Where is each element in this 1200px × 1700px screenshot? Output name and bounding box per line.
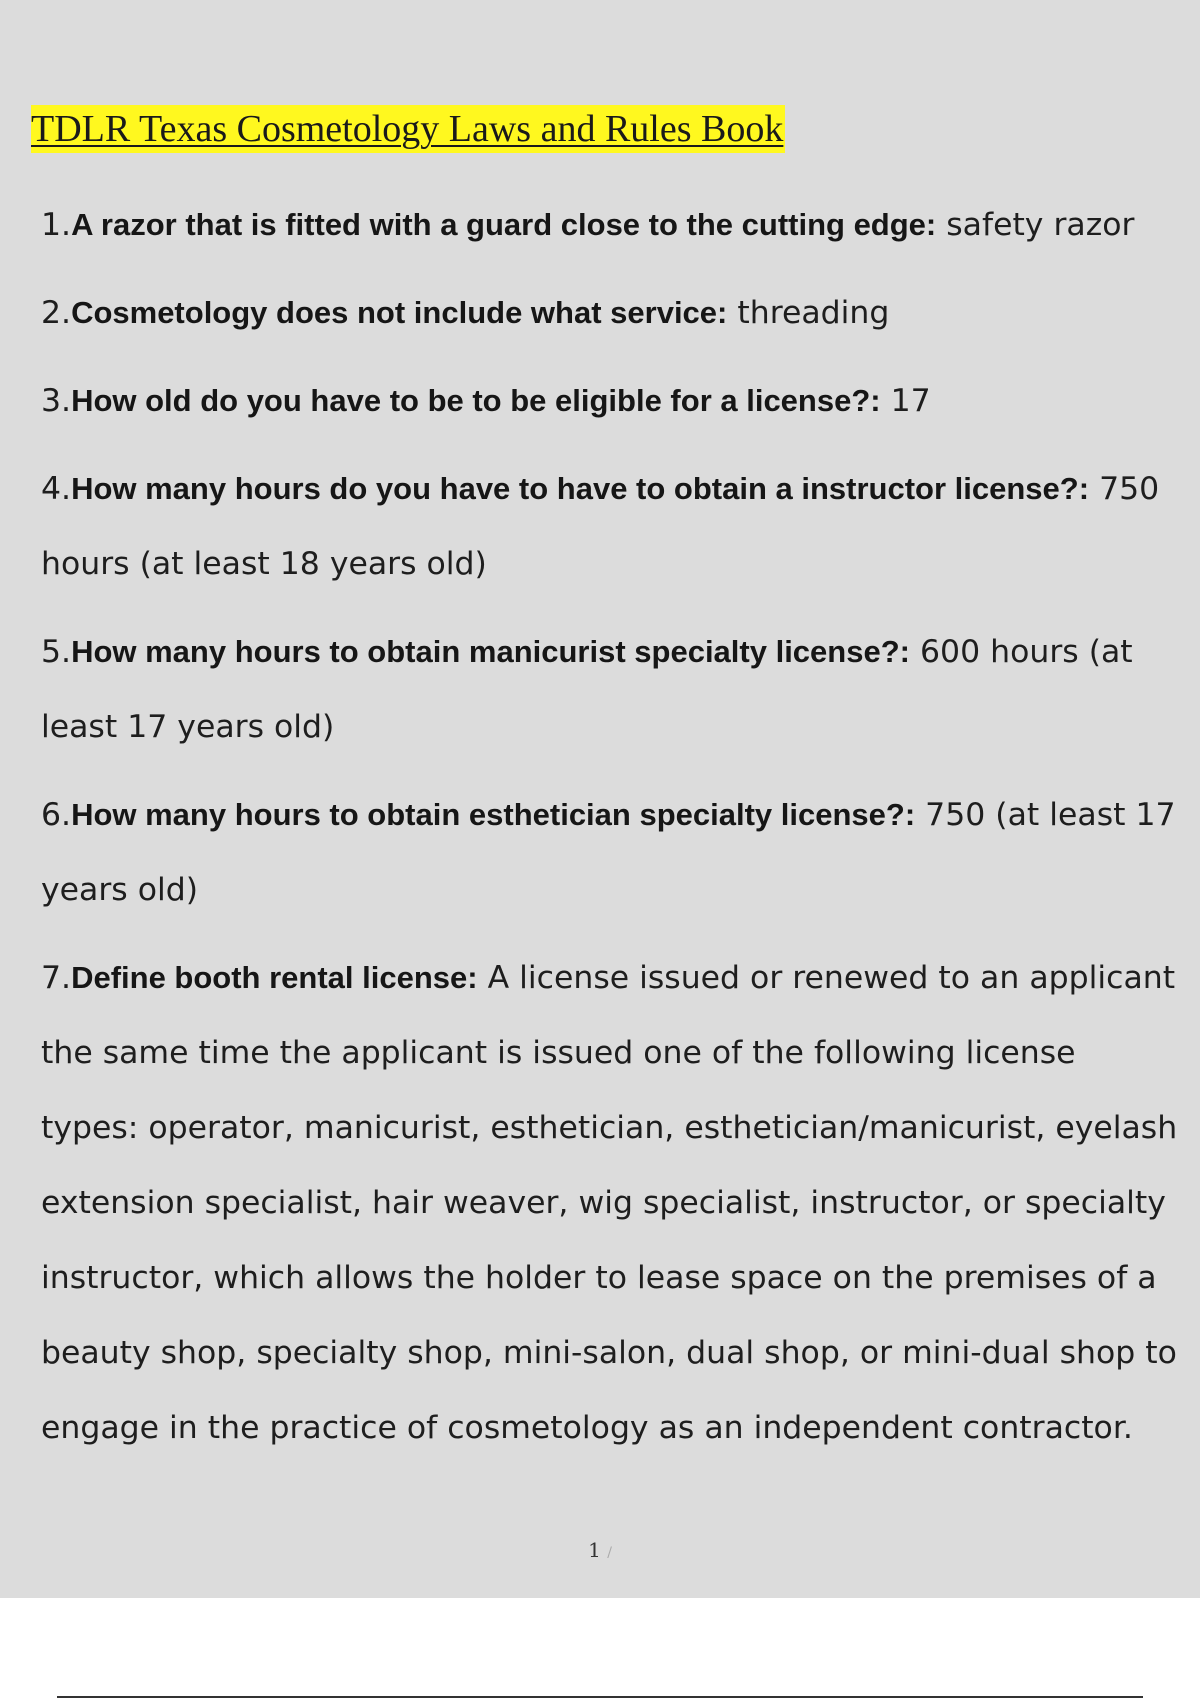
next-page-divider [57,1696,1143,1698]
qa-item-5 [41,614,1182,765]
answer-text: 600 hours (at least 17 years old) [41,634,1133,745]
question-text: How old do you have to be to be eligible for a license?: [71,383,881,418]
item-number: 5. [41,634,72,670]
item-number: 1. [41,207,72,243]
qa-item-2 [41,275,1182,351]
question-text: Define booth rental license: [71,960,478,995]
qa-item-7 [41,940,1182,1466]
item-number: 6. [41,797,72,833]
question-text: A razor that is fitted with a guard close to the cutting edge: [71,207,937,242]
page-number-separator: / [607,1545,612,1561]
answer-text: 17 [880,383,931,419]
document-title: TDLR Texas Cosmetology Laws and Rules Book [31,105,785,153]
answer-text: safety razor [936,207,1135,243]
page-number [0,1538,1200,1562]
item-number: 7. [41,960,72,996]
qa-item-3 [41,363,1182,439]
answer-text: A license issued or renewed to an applicant the same time the applicant is issued one of the following license types: operator, manicurist, esthetician, esthetician/manicurist, eyelash extension specialist, hair weaver, wig specialist, instructor, or specialty instructor, which allows the holder to lease space on the premises of a beauty shop, specialty shop, mini-salon, dual shop, or mini-dual shop to engage in the practice of cosmetology as an independent contractor. [41,960,1178,1446]
answer-text: 750 hours (at least 18 years old) [41,471,1160,582]
qa-item-1 [41,187,1182,263]
item-number: 4. [41,471,72,507]
question-text: How many hours do you have to have to obtain a instructor license?: [71,471,1090,506]
qa-list [31,187,1182,1466]
qa-item-4 [41,451,1182,602]
qa-item-6 [41,777,1182,928]
question-text: How many hours to obtain manicurist specialty license?: [71,634,910,669]
item-number: 3. [41,383,72,419]
answer-text: threading [727,295,890,331]
page-number-value: 1 [588,1538,601,1562]
item-number: 2. [41,295,72,331]
question-text: How many hours to obtain esthetician specialty license?: [71,797,916,832]
question-text: Cosmetology does not include what service: [71,295,728,330]
answer-text: 750 (at least 17 years old) [41,797,1176,908]
